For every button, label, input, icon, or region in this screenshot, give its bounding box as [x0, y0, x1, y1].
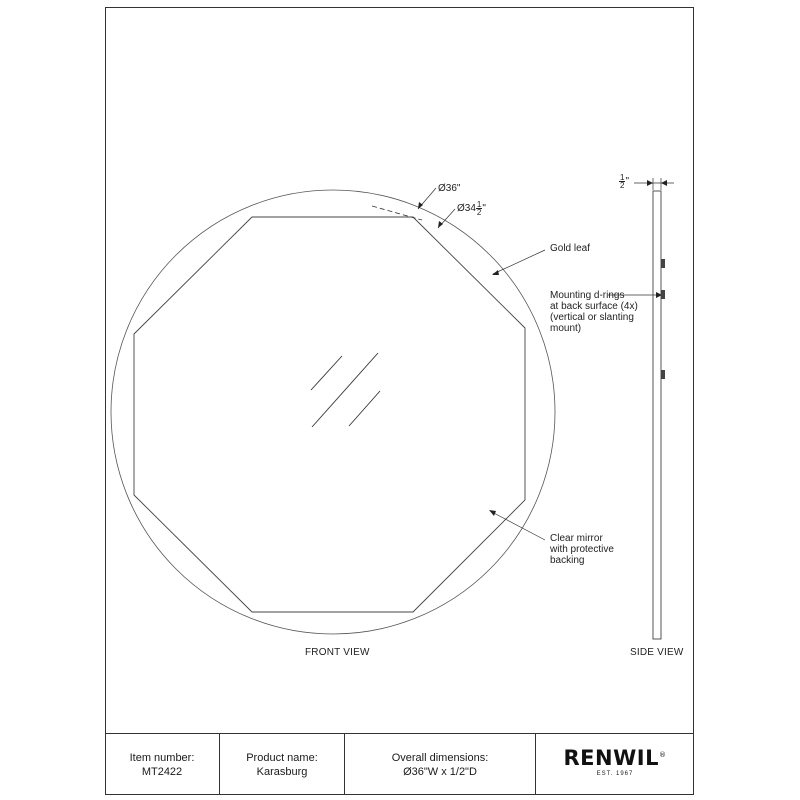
item-number-label: Item number: — [129, 751, 195, 764]
reflection-line — [311, 356, 342, 390]
dimensions-label: Overall dimensions: — [391, 751, 489, 764]
fraction-denominator: 2 — [476, 208, 482, 217]
reflection-line — [349, 391, 380, 426]
item-number-value: MT2422 — [141, 765, 183, 778]
mounting-line: Mounting d-rings — [550, 290, 625, 301]
mounting-label — [550, 290, 638, 334]
gold-leaf-circle — [111, 190, 555, 634]
brand-name: RENWIL — [563, 746, 659, 770]
gold-leaf-label: Gold leaf — [550, 243, 591, 254]
reflection-line — [312, 353, 378, 427]
arrowhead — [492, 270, 499, 275]
depth-label — [619, 174, 629, 189]
outer-diameter-label: Ø36" — [438, 183, 461, 194]
front-view-label: FRONT VIEW — [305, 647, 370, 658]
d-ring — [661, 370, 665, 379]
arrowhead — [647, 180, 653, 186]
arrowhead — [661, 180, 667, 186]
dimension-dash — [372, 206, 422, 220]
product-name-label: Product name: — [246, 751, 318, 764]
title-block — [105, 733, 694, 795]
d-ring — [661, 290, 665, 299]
leader-gold-leaf — [493, 250, 545, 274]
item-number-cell — [105, 734, 220, 795]
inner-diameter-prefix: Ø34 — [457, 203, 476, 215]
clear-mirror-label — [550, 533, 614, 566]
dimensions-value: Ø36"W x 1/2"D — [403, 765, 477, 778]
arrowhead — [438, 221, 443, 228]
brand-cell — [536, 734, 694, 795]
depth-suffix: " — [625, 176, 630, 188]
product-name-cell — [220, 734, 345, 795]
inner-diameter-suffix: " — [482, 203, 486, 215]
brand-tagline: EST. 1967 — [596, 771, 634, 777]
mounting-line: at back surface (4x) — [550, 301, 638, 312]
dimensions-cell — [345, 734, 536, 795]
fraction-numerator: 1 — [476, 200, 482, 209]
brand-logo — [563, 746, 667, 770]
mounting-line: mount) — [550, 323, 582, 334]
arrowhead — [489, 510, 496, 516]
side-view-label: SIDE VIEW — [630, 647, 684, 658]
fraction-numerator: 1 — [620, 173, 625, 182]
product-name-value: Karasburg — [256, 765, 308, 778]
mirror-line: with protective — [550, 544, 614, 555]
d-ring — [661, 259, 665, 268]
mirror-octagon — [134, 217, 525, 612]
inner-diameter-label — [457, 201, 486, 216]
side-view-panel — [653, 191, 661, 639]
mounting-line: (vertical or slanting — [550, 312, 634, 323]
mirror-line: backing — [550, 555, 585, 566]
brand-registered-mark: ® — [658, 751, 667, 759]
mirror-line: Clear mirror — [550, 533, 603, 544]
fraction-denominator: 2 — [620, 181, 625, 190]
